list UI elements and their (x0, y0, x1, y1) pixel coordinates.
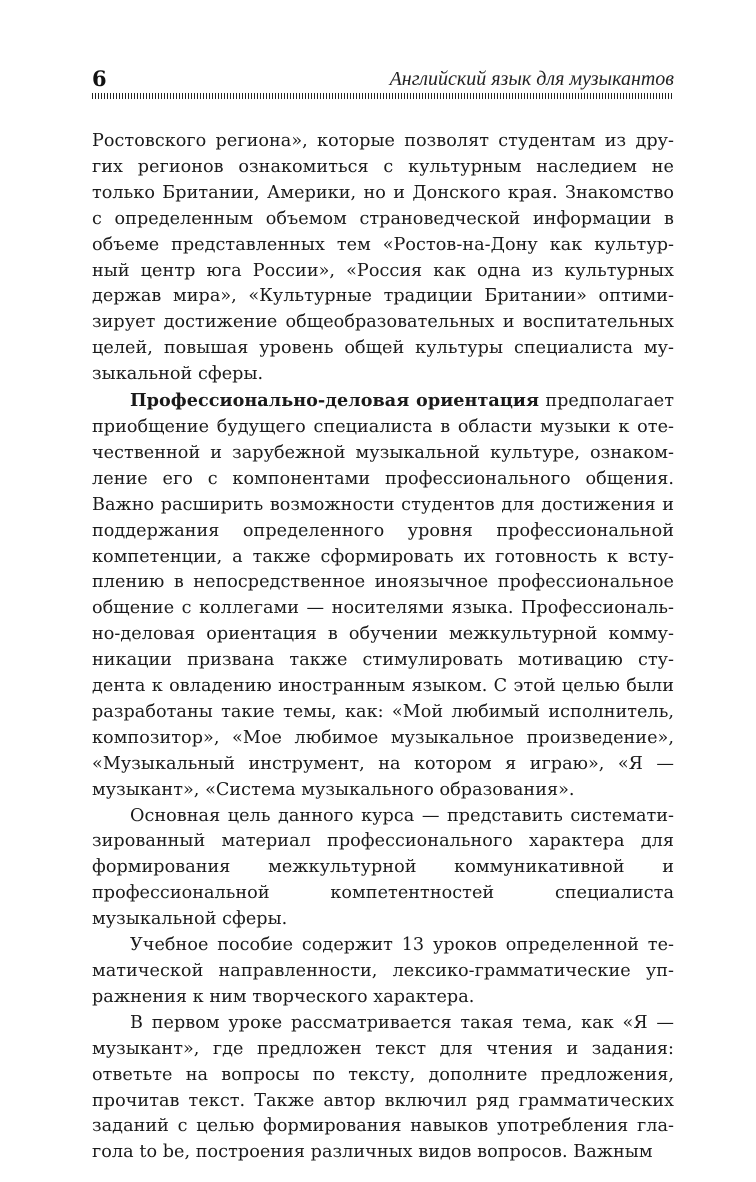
paragraph-2 (92, 388, 674, 804)
paragraph-4 (92, 933, 674, 1011)
running-header (92, 62, 674, 92)
paragraph-3 (92, 804, 674, 934)
body-text (92, 129, 674, 1166)
paragraph-text: Учебное пособие содержит 13 уроков определенной тематической направленности, лексико-грамматические упражнения к ним творческого характера. (92, 935, 674, 1007)
paragraph-text: Основная цель данного курса — представить систематизированный материал профессионального характера для формирования межкультурной коммуникативной и профессиональной компетентностей специалиста музыкальной сферы. (92, 805, 674, 930)
book-page (92, 62, 674, 1166)
paragraph-lead-term: Профессионально-деловая ориентация (130, 390, 540, 412)
paragraph-text: предполагает приобщение будущего специалиста в области музыки к отечественной и зарубежной музыкальной культуре, ознакомление его с компонентами профессионального общения. Важно расширить возможности студентов для достижения и поддержания определенного уровня профессиональной компетенции, а также сформировать их готовность к вступлению в непосредственное иноязычное профессиональное общение с коллегами — носителями языка. Профессионально-деловая ориентация в обучении межкультурной коммуникации призвана также стимулировать мотивацию студента к овладению иностранным языком. С этой целью были разработаны такие темы, как: «Мой любимый исполнитель, композитор», «Мое любимое музыкальное произведение», «Музыкальный инструмент, на котором я играю», «Я — музыкант», «Система музыкального образования». (92, 391, 674, 800)
paragraph-5 (92, 1011, 674, 1166)
running-title: Английский язык для музыкантов (389, 68, 674, 90)
paragraph-text: Ростовского региона», которые позволят студентам из других регионов ознакомиться с культурным наследием не только Британии, Америки, но и Донского края. Знакомство с определенным объемом страноведческой информации в объеме представленных тем «Ростов-на-Дону как культурный центр юга России», «Россия как одна из культурных держав мира», «Культурные традиции Британии» оптимизирует достижение общеобразовательных и воспитательных целей, повышая уровень общей культуры специалиста музыкальной сферы. (92, 131, 674, 385)
page-number: 6 (92, 66, 107, 91)
paragraph-1 (92, 129, 674, 388)
paragraph-text: В первом уроке рассматривается такая тема, как «Я — музыкант», где предложен текст для чтения и задания: ответьте на вопросы по тексту, дополните предложения, прочитав текст. Также автор включил ряд грамматических заданий с целью формирования навыков употребления глагола to be, построения различных видов вопросов. Важным (92, 1012, 674, 1163)
header-rule (92, 93, 674, 99)
